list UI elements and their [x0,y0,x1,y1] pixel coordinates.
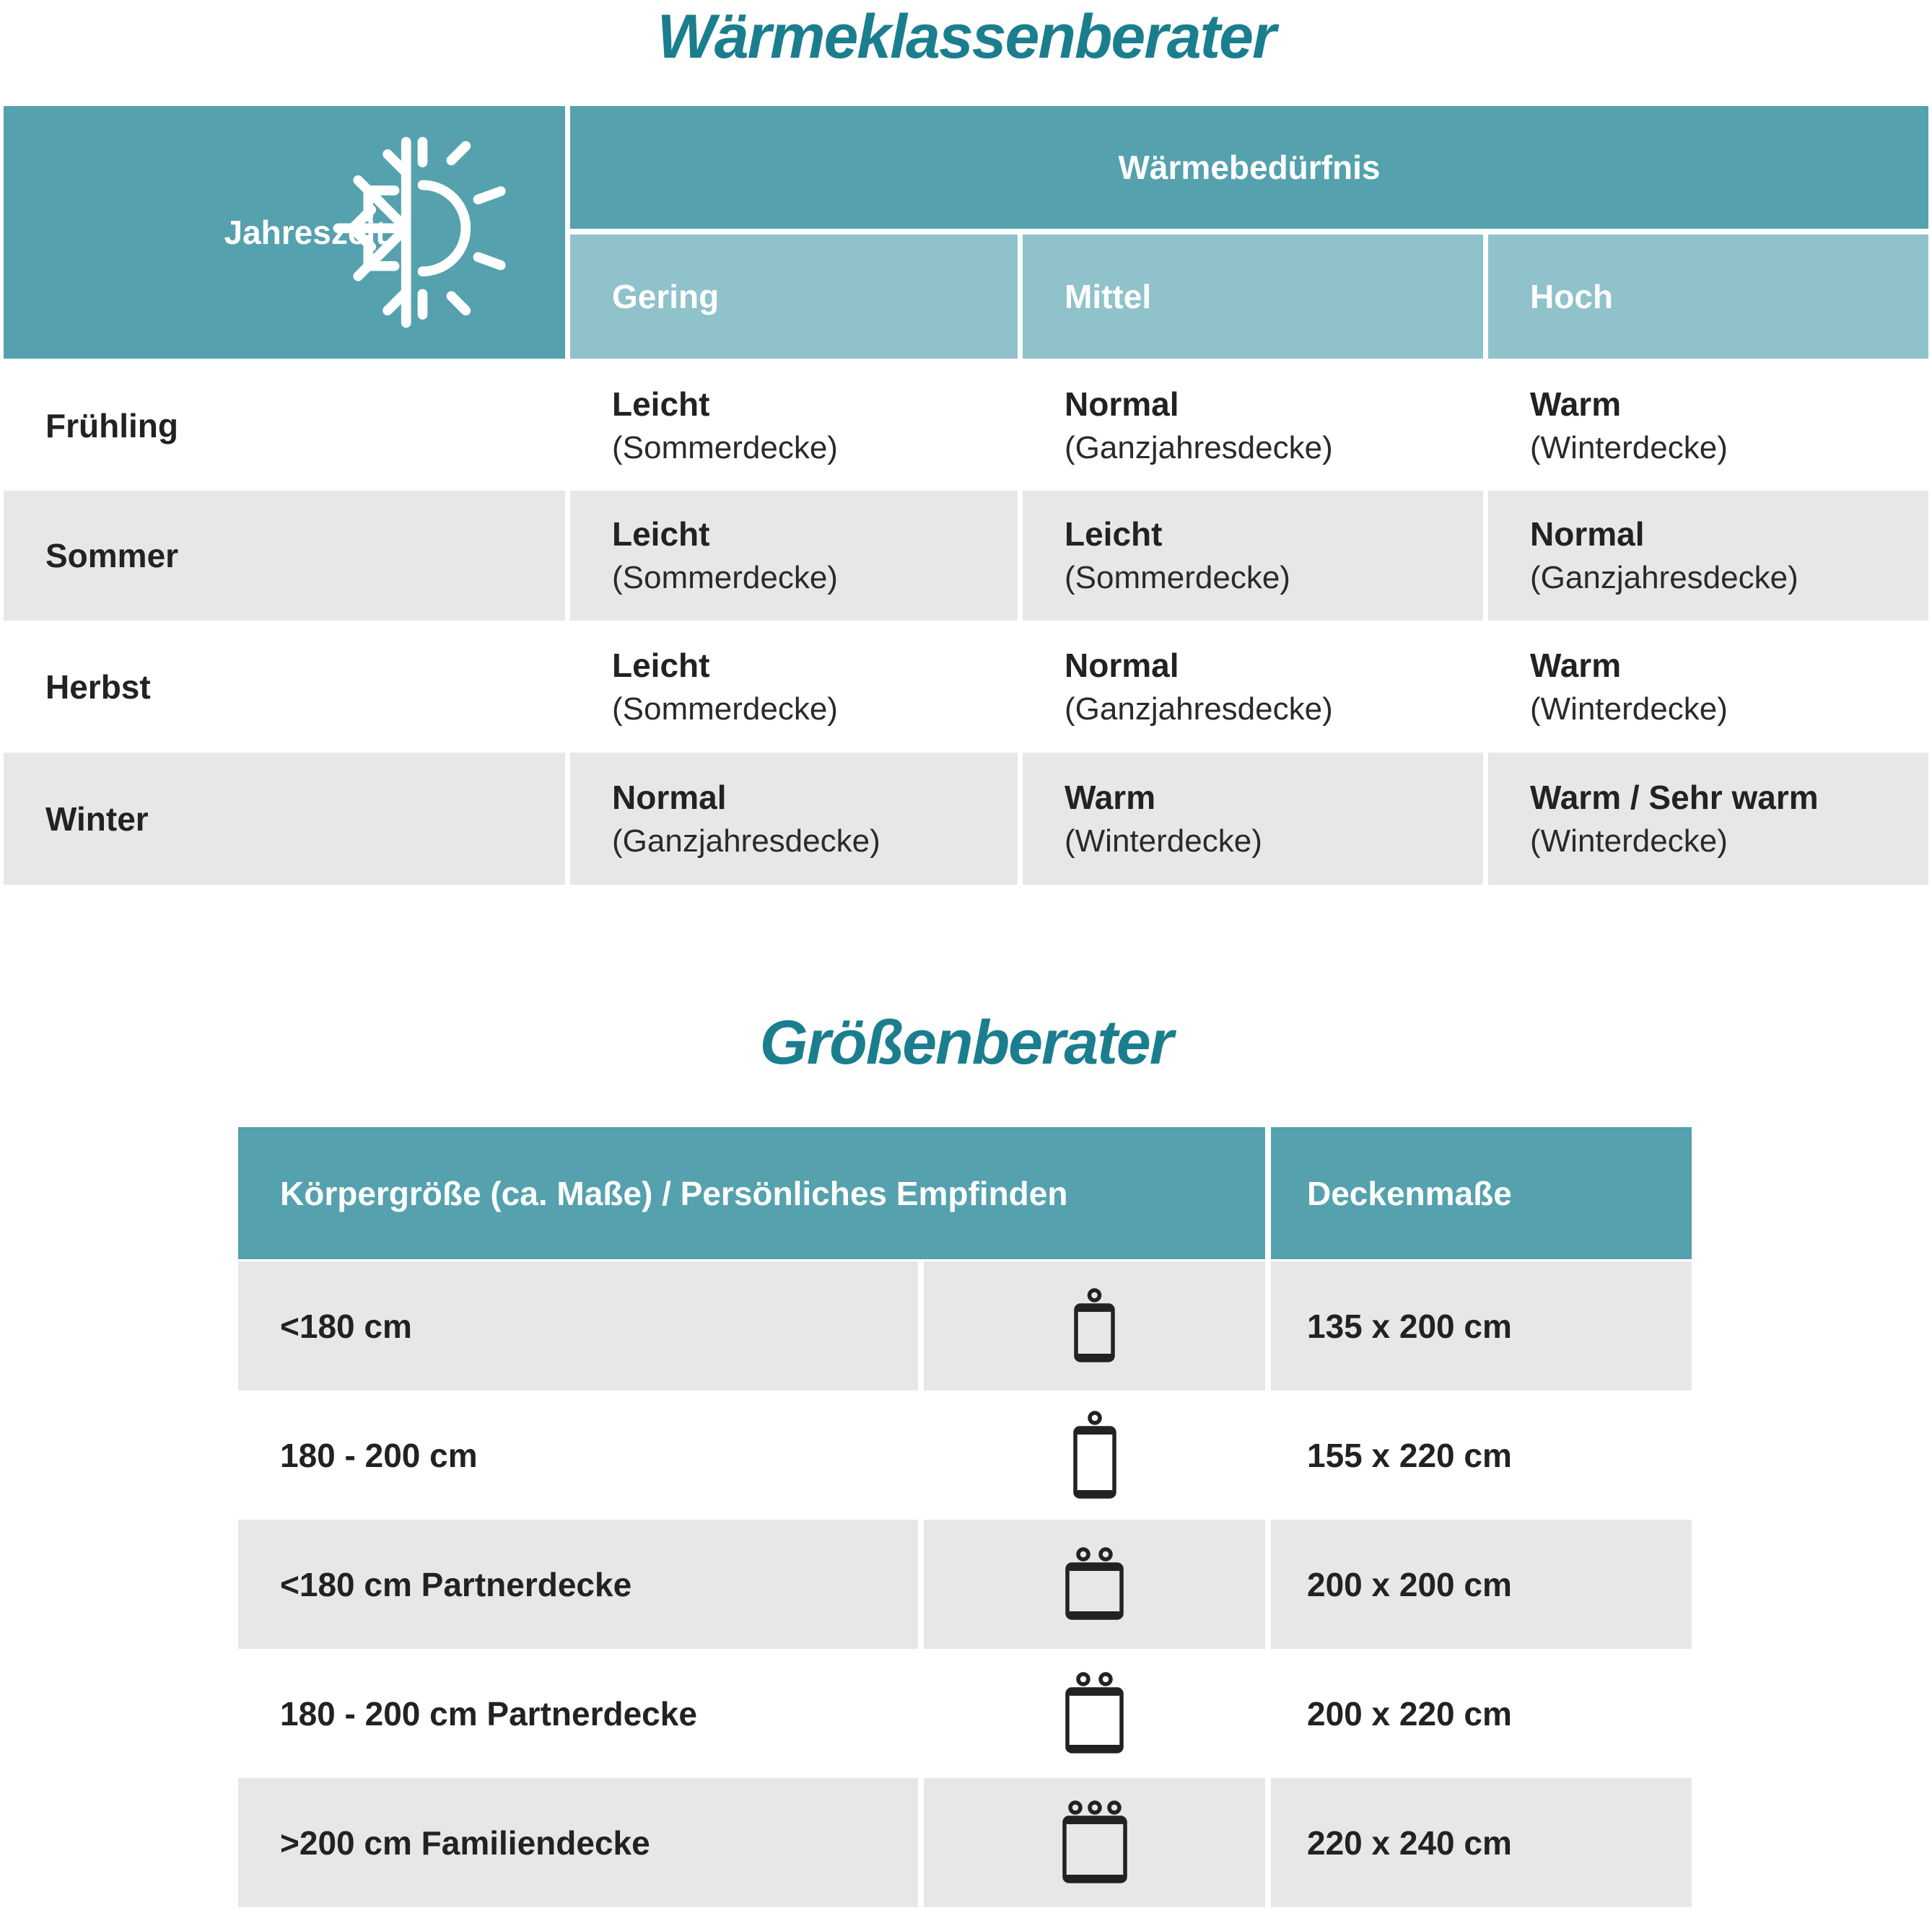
warmth-level: Normal [1530,515,1645,553]
warmth-level: Warm [1530,646,1622,684]
height-label-cell [238,1391,918,1520]
warmth-cell [1023,753,1483,885]
warmth-level: Leicht [1065,515,1163,553]
blanket-type: (Winterdecke) [1530,691,1728,727]
warmth-level: Normal [612,778,727,816]
season-label: Frühling [45,407,178,445]
season-cell [4,753,565,885]
season-label: Winter [45,800,149,838]
blanket-size: 200 x 200 cm [1307,1565,1512,1603]
season-label: Herbst [45,667,151,706]
warmth-cell [1023,491,1483,621]
blanket-size: 220 x 240 cm [1307,1823,1512,1862]
snowflake-sun-icon [320,130,525,336]
warmth-cell [1488,361,1928,491]
deckenmasse-header-cell [1271,1127,1692,1259]
blanket-size-cell [1271,1778,1692,1907]
warmth-cell [570,753,1018,885]
waermebeduerfnis-label: Wärmebedürfnis [1118,149,1381,186]
blanket-size: 155 x 220 cm [1307,1436,1512,1474]
blanket-1-person-icon [1070,1288,1119,1364]
blanket-1-person-icon [1070,1411,1120,1500]
height-label: >200 cm Familiendecke [280,1823,650,1862]
warmth-level: Normal [1065,385,1179,423]
blanket-type: (Winterdecke) [1065,823,1262,859]
koerpergroesse-label: Körpergröße (ca. Maße) / Persönliches Empfinden [280,1174,1068,1212]
season-cell [4,621,565,753]
blanket-size-cell [1271,1520,1692,1649]
warmth-level: Warm [1530,385,1622,423]
warmth-cell [1488,491,1928,621]
blanket-icon-cell [924,1649,1265,1778]
height-label-cell [238,1520,918,1649]
warmth-cell [1488,753,1928,885]
blanket-icon-cell [924,1778,1265,1907]
blanket-size-cell [1271,1261,1692,1391]
warmth-class-table [4,106,1928,885]
subheader-cell-gering [570,235,1018,359]
warmth-level: Warm [1065,778,1156,816]
season-cell [4,361,565,491]
blanket-size-cell [1271,1649,1692,1778]
warmth-cell [570,621,1018,753]
blanket-size: 200 x 220 cm [1307,1694,1512,1733]
jahreszeit-label: Jahreszeit [224,214,387,251]
height-label: 180 - 200 cm Partnerdecke [280,1694,697,1733]
blanket-2-person-icon [1062,1672,1127,1755]
blanket-icon-cell [924,1391,1265,1520]
blanket-type: (Ganzjahresdecke) [1065,691,1333,727]
waermebeduerfnis-header-cell [570,106,1928,229]
warmth-class-title: Wärmeklassenberater [657,2,1275,71]
height-label-cell [238,1649,918,1778]
warmth-cell [1023,361,1483,491]
blanket-type: (Winterdecke) [1530,823,1728,859]
warmth-level: Leicht [612,515,710,553]
blanket-type: (Sommerdecke) [612,430,838,465]
height-label-cell [238,1778,918,1907]
subheader-label: Hoch [1530,278,1613,315]
warmth-level: Leicht [612,385,710,423]
warmth-level: Warm / Sehr warm [1530,778,1819,816]
blanket-3-person-icon [1059,1800,1131,1885]
subheader-label: Gering [612,278,720,315]
warmth-cell [1023,621,1483,753]
blanket-size: 135 x 200 cm [1307,1307,1512,1345]
height-label-cell [238,1261,918,1391]
blanket-icon-cell [924,1261,1265,1391]
size-table [238,1127,1692,1907]
subheader-cell-hoch [1488,235,1928,359]
blanket-type: (Sommerdecke) [612,691,838,727]
jahreszeit-header-cell [4,106,565,359]
blanket-2-person-icon [1062,1547,1127,1621]
warmth-level: Leicht [612,646,710,684]
blanket-type: (Ganzjahresdecke) [1530,560,1798,595]
warmth-cell [570,491,1018,621]
size-advisor-title: Größenberater [759,1008,1173,1077]
season-cell [4,491,565,621]
blanket-icon-cell [924,1520,1265,1649]
season-label: Sommer [45,537,179,574]
subheader-cell-mittel [1023,235,1483,359]
height-label: <180 cm [280,1307,412,1345]
blanket-type: (Winterdecke) [1530,430,1728,465]
blanket-type: (Sommerdecke) [1065,560,1290,595]
warmth-level: Normal [1065,646,1179,684]
blanket-type: (Ganzjahresdecke) [612,823,880,859]
deckenmasse-label: Deckenmaße [1307,1174,1512,1212]
blanket-type: (Ganzjahresdecke) [1065,430,1333,465]
subheader-label: Mittel [1065,278,1152,315]
warmth-cell [570,361,1018,491]
blanket-type: (Sommerdecke) [612,560,838,595]
height-label: <180 cm Partnerdecke [280,1565,632,1603]
blanket-size-cell [1271,1391,1692,1520]
height-label: 180 - 200 cm [280,1436,478,1474]
warmth-cell [1488,621,1928,753]
koerpergroesse-header-cell [238,1127,1265,1259]
